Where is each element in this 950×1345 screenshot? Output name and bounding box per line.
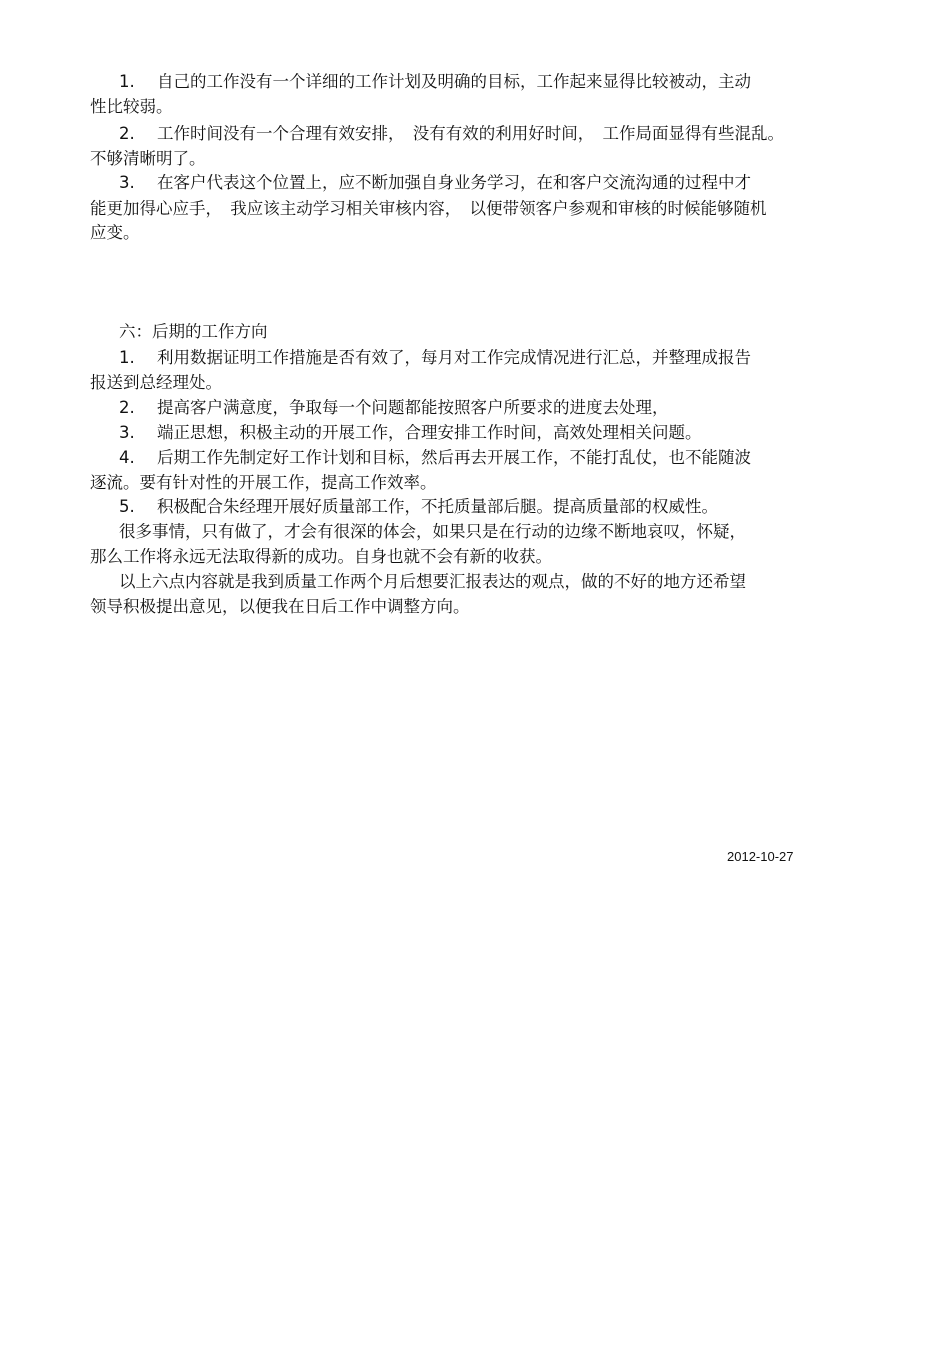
item-text: 端正思想，积极主动的开展工作，合理安排工作时间，高效处理相关问题。: [157, 423, 702, 442]
problem-item-3-line-3: 应变。: [90, 223, 140, 242]
problem-item-1-line-1: [119, 72, 879, 92]
closing-paragraph-1-line-2: 那么工作将永远无法取得新的成功。自身也就不会有新的收获。: [90, 547, 552, 566]
section-heading: 六：后期的工作方向: [119, 322, 268, 341]
plan-item-1-line-2: 报送到总经理处。: [90, 373, 222, 392]
closing-paragraph-2-line-2: 领导积极提出意见，以便我在日后工作中调整方向。: [90, 597, 470, 616]
plan-item-4-line-2: 逐流。要有针对性的开展工作，提高工作效率。: [90, 473, 437, 492]
item-text: 后期工作先制定好工作计划和目标，然后再去开展工作，不能打乱仗，也不能随波: [157, 448, 751, 467]
item-text: 自己的工作没有一个详细的工作计划及明确的目标，工作起来显得比较被动，主动: [157, 72, 751, 91]
item-number: 1.: [119, 348, 135, 367]
item-number: 3.: [119, 173, 135, 192]
closing-paragraph-2-line-1: 以上六点内容就是我到质量工作两个月后想要汇报表达的观点，做的不好的地方还希望: [119, 572, 746, 591]
item-text: 在客户代表这个位置上，应不断加强自身业务学习，在和客户交流沟通的过程中才: [157, 173, 751, 192]
problem-item-2-line-1: [119, 124, 879, 144]
item-text: 提高客户满意度，争取每一个问题都能按照客户所要求的进度去处理，: [157, 398, 669, 417]
plan-item-3: [119, 423, 879, 443]
item-text: 工作时间没有一个合理有效安排， 没有有效的利用好时间， 工作局面显得有些混乱。: [157, 124, 784, 143]
plan-item-2: [119, 398, 879, 418]
item-text: 利用数据证明工作措施是否有效了，每月对工作完成情况进行汇总，并整理成报告: [157, 348, 751, 367]
item-number: 2.: [119, 124, 135, 143]
problem-item-2-line-2: 不够清晰明了。: [90, 149, 206, 168]
problem-item-1-line-2: 性比较弱。: [90, 97, 173, 116]
plan-item-4-line-1: [119, 448, 879, 468]
problem-item-3-line-2: 能更加得心应手， 我应该主动学习相关审核内容， 以便带领客户参观和审核的时候能够随机: [90, 199, 767, 218]
document-date: 2012-10-27: [727, 849, 794, 864]
item-number: 4.: [119, 448, 135, 467]
problem-item-3-line-1: [119, 173, 879, 193]
item-number: 5.: [119, 497, 135, 516]
closing-paragraph-1-line-1: 很多事情，只有做了，才会有很深的体会，如果只是在行动的边缘不断地哀叹，怀疑，: [119, 522, 746, 541]
plan-item-5: [119, 497, 879, 517]
item-text: 积极配合朱经理开展好质量部工作，不托质量部后腿。提高质量部的权威性。: [157, 497, 718, 516]
item-number: 3.: [119, 423, 135, 442]
item-number: 2.: [119, 398, 135, 417]
plan-item-1-line-1: [119, 348, 879, 368]
item-number: 1.: [119, 72, 135, 91]
